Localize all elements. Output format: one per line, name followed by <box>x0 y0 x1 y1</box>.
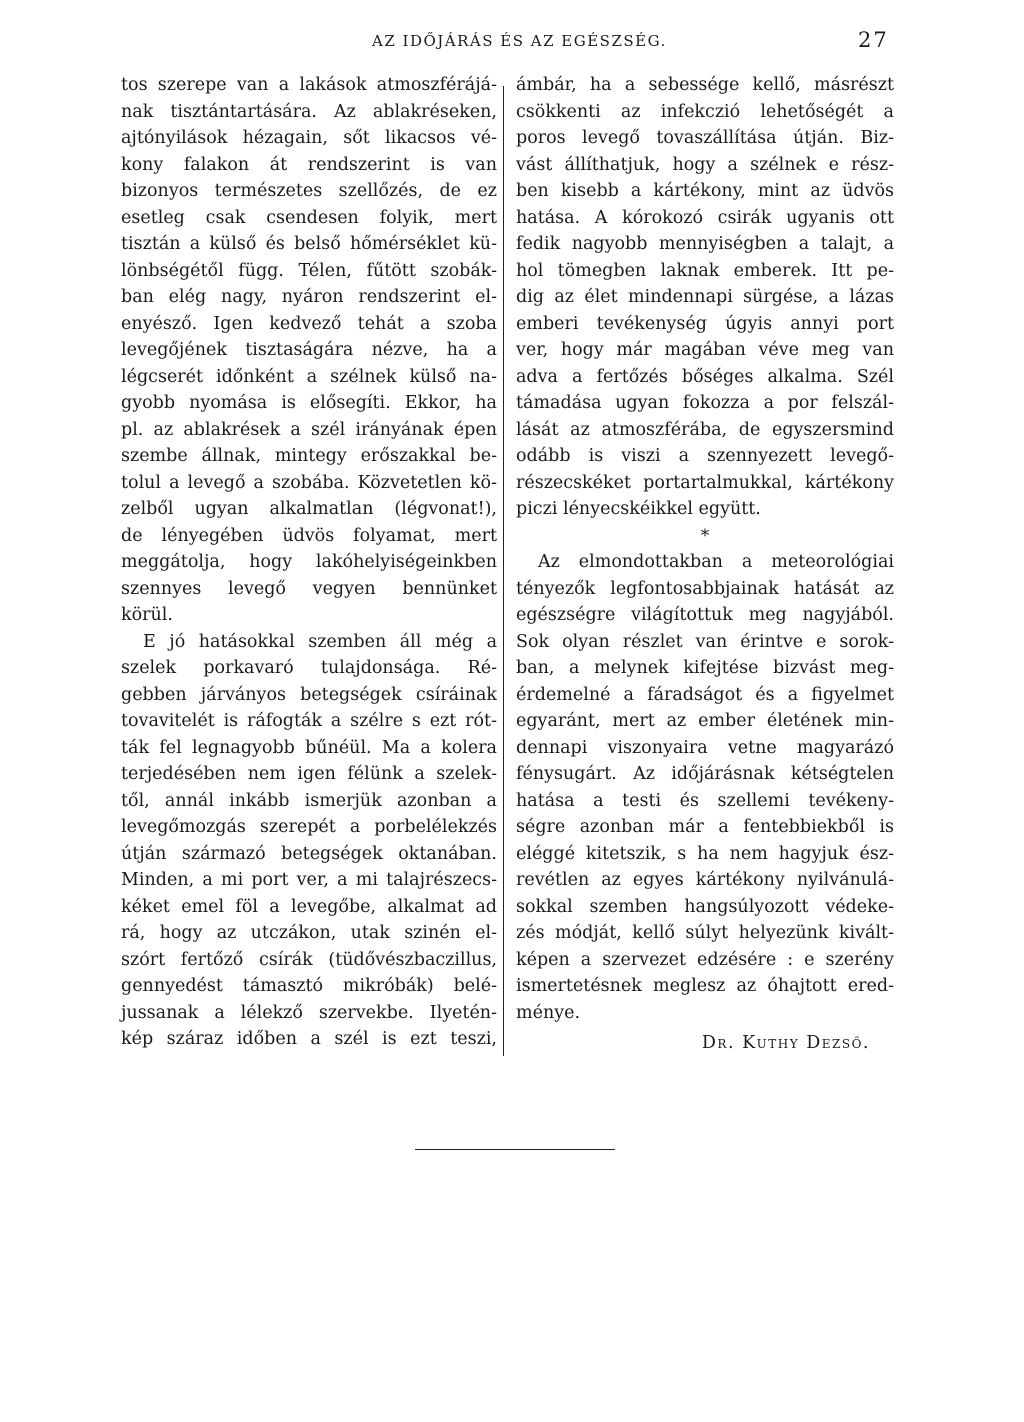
text-line: ismertetésnek meglesz az óhajtott ered- <box>516 976 894 996</box>
text-line: hatása a testi és szellemi tevékeny- <box>516 790 894 811</box>
text-line: ámbár, ha a sebessége kellő, másrészt <box>516 75 894 95</box>
text-line: fedik nagyobb mennyiségben a talajt, a <box>516 234 894 254</box>
column-divider <box>503 86 504 1056</box>
text-line: ban elég nagy, nyáron rendszerint el- <box>121 287 497 307</box>
text-line: levegőmozgás szerepét a porbelélekzés <box>121 817 497 837</box>
text-line: vást állíthatjuk, hogy a szélnek e rész- <box>516 154 894 175</box>
text-line: Sok olyan részlet van érintve e sorok- <box>516 631 894 652</box>
text-line: nak tisztántartására. Az ablakréseken, <box>121 101 497 122</box>
text-line: részecskéket portartalmukkal, kártékony <box>516 472 894 493</box>
text-line: fénysugárt. Az időjárásnak kétségtelen <box>516 764 894 784</box>
text-line: ben kisebb a kártékony, mint az üdvös <box>516 181 894 201</box>
text-line: sokkal szemben hangsúlyozott védeke- <box>516 896 894 917</box>
text-line: kép száraz időben a szél is ezt teszi, <box>121 1029 497 1049</box>
text-line: ajtónyilások hézagain, sőt likacsos vé- <box>121 128 497 148</box>
text-line: légcserét időnként a szélnek külső na- <box>121 366 497 387</box>
text-line: hatása. A kórokozó csirák ugyanis ott <box>516 207 894 228</box>
text-line: meggátolja, hogy lakóhelyiségeinkben <box>121 552 497 572</box>
text-line: szórt fertőző csírák (tüdővészbaczillus, <box>121 949 497 970</box>
text-line: útján származó betegségek oktanában. <box>121 843 497 864</box>
text-line: körül. <box>121 605 173 625</box>
text-line: adva a fertőzés bőséges alkalma. Szél <box>516 366 894 387</box>
text-line: odább is viszi a szennyezett levegő- <box>516 446 894 466</box>
end-rule <box>415 1149 615 1150</box>
text-line: kéket emel föl a levegőbe, alkalmat ad <box>121 896 497 917</box>
text-line: dig az élet mindennapi sürgése, a lázas <box>516 287 894 307</box>
text-line: érdemelné a fáradságot és a figyelmet <box>516 684 894 705</box>
text-line: ták fel legnagyobb bűnéül. Ma a kolera <box>121 737 497 758</box>
text-line: szelek porkavaró tulajdonsága. Ré- <box>121 658 497 678</box>
text-line: ségre azonban már a fentebbiekből is <box>516 817 894 837</box>
text-line: tényezők legfontosabbjainak hatását az <box>516 578 894 599</box>
text-line: emberi tevékenység úgyis annyi port <box>516 313 894 334</box>
left-column <box>121 72 497 1053</box>
text-line: levegőjének tisztaságára nézve, ha a <box>121 340 497 360</box>
author-signature: Dr. Kuthy Dezső. <box>701 1033 870 1053</box>
text-line: esetleg csak csendesen folyik, mert <box>121 207 497 228</box>
section-separator: * <box>700 525 710 546</box>
text-line: piczi lényecskéikkel együtt. <box>516 499 761 519</box>
text-line: bizonyos természetes szellőzés, de ez <box>121 181 497 201</box>
text-line: jussanak a lélekző szervekbe. Ilyetén- <box>121 1002 497 1023</box>
text-line: rá, hogy az utczákon, utak szinén el- <box>121 923 497 943</box>
text-line: szennyes levegő vegyen bennünket <box>121 578 497 599</box>
text-line: ménye. <box>516 1002 581 1023</box>
text-line: képen a szervezet edzésére : e szerény <box>516 949 894 970</box>
text-line: ver, hogy már magában véve meg van <box>516 340 894 360</box>
text-line: egészségre világítottuk meg nagyjából. <box>516 605 894 625</box>
text-line: de lényegében üdvös folyamat, mert <box>121 525 497 546</box>
text-line: eléggé kitetszik, s ha nem hagyjuk ész- <box>516 843 894 864</box>
text-line: tovavitelét is ráfogták a szélre s ezt rót- <box>121 711 497 731</box>
text-line: E jó hatásokkal szemben áll még a <box>143 631 497 652</box>
text-line: támadása ugyan fokozza a por felszál- <box>516 393 894 413</box>
text-line: enyésző. Igen kedvező tehát a szoba <box>121 313 497 334</box>
text-line: pl. az ablakrések a szél irányának épen <box>121 419 497 440</box>
text-line: zelből ugyan alkalmatlan (légvonat!), <box>121 499 497 519</box>
right-column-paragraph <box>516 72 894 523</box>
text-line: lását az atmoszférába, de egyszersmind <box>516 419 894 440</box>
text-line: revétlen az egyes kártékony nyilvánulá- <box>516 870 894 890</box>
text-line: tolul a levegő a szobába. Közvetetlen kö- <box>121 472 497 493</box>
text-line: szembe állnak, mintegy erőszakkal be- <box>121 446 497 466</box>
text-line: zés módját, kellő súlyt helyezünk kivált- <box>516 923 894 943</box>
text-line: poros levegő tovaszállítása útján. Biz- <box>516 128 894 148</box>
text-line: ban, a melynek kifejtése bizvást meg- <box>516 658 894 678</box>
text-line: kony falakon át rendszerint is van <box>121 154 497 175</box>
text-line: gyobb nyomása is elősegíti. Ekkor, ha <box>121 393 497 413</box>
text-line: tisztán a külső és belső hőmérséklet kü- <box>121 234 497 254</box>
running-title: AZ IDŐJÁRÁS ÉS AZ EGÉSZSÉG. <box>372 32 667 50</box>
text-line: csökkenti az infekczió lehetőségét a <box>516 101 894 122</box>
text-line: től, annál inkább ismerjük azonban a <box>121 790 497 811</box>
right-column <box>516 72 894 1057</box>
page-number: 27 <box>858 28 889 52</box>
right-column-closing-paragraph <box>516 549 894 1026</box>
text-line: hol tömegben laknak emberek. Itt pe- <box>516 260 894 281</box>
text-line: tos szerepe van a lakások atmoszférájá- <box>121 75 497 95</box>
text-line: terjedésében nem igen félünk a szelek- <box>121 764 497 784</box>
text-line: egyaránt, mert az ember életének min- <box>516 711 894 731</box>
text-line: lönbségétől függ. Télen, fűtött szobák- <box>121 260 497 281</box>
text-line: Az elmondottakban a meteorológiai <box>538 552 894 572</box>
text-line: dennapi viszonyaira vetne magyarázó <box>516 737 894 758</box>
running-header <box>0 28 1024 58</box>
text-line: Minden, a mi port ver, a mi talajrészecs- <box>121 870 497 890</box>
text-line: gebben járványos betegségek csíráinak <box>121 684 497 705</box>
text-line: gennyedést támasztó mikróbák) belé- <box>121 976 497 996</box>
